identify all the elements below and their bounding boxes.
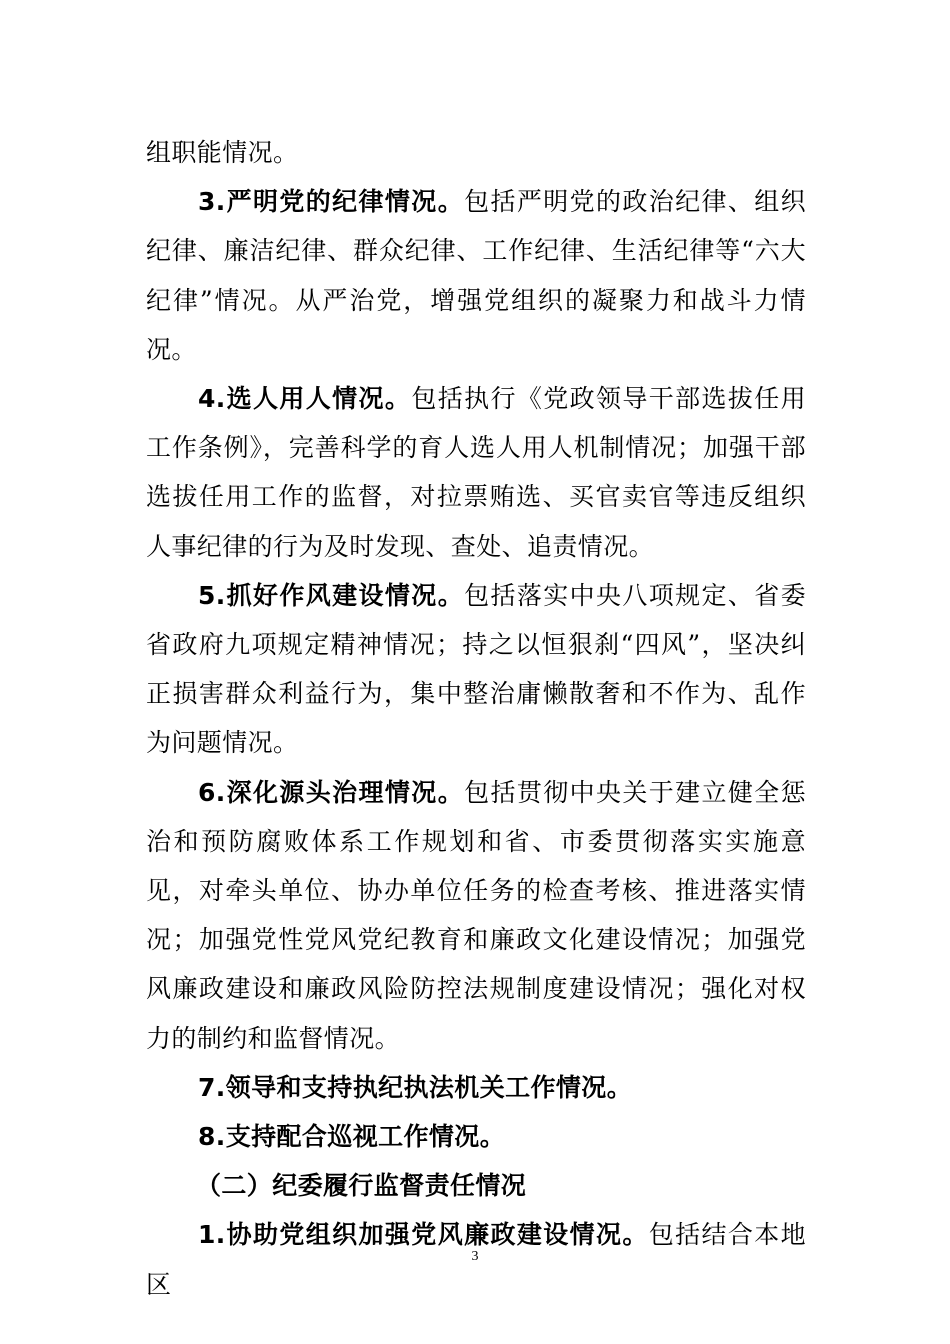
- paragraph-lead: 8.支持配合巡视工作情况。: [198, 1122, 506, 1152]
- paragraph-lead: 5.抓好作风建设情况。: [198, 580, 465, 610]
- document-body: [146, 128, 806, 1309]
- paragraph-body: 包括严明党的政治纪律、组织纪律、廉洁纪律、群众纪律、工作纪律、生活纪律等“六大纪律”情况。从严治党，增强党组织的凝聚力和战斗力情况。: [146, 187, 807, 364]
- paragraph-body: 包括落实中央八项规定、省委省政府九项规定精神情况；持之以恒狠刹“四风”，坚决纠正损害群众利益行为，集中整治庸懒散奢和不作为、乱作为问题情况。: [146, 580, 807, 758]
- paragraph-lead: 3.严明党的纪律情况。: [198, 187, 465, 217]
- paragraph-item-3: [146, 177, 806, 374]
- paragraph-lead: 4.选人用人情况。: [198, 384, 412, 414]
- paragraph-body: 包括结合本地区: [146, 1220, 807, 1299]
- paragraph-body: 包括执行《党政领导干部选拔任用工作条例》，完善科学的育人选人用人机制情况；加强干部选拔任用工作的监督，对拉票贿选、买官卖官等违反组织人事纪律的行为及时发现、查处、追责情况。: [146, 384, 806, 561]
- section-heading: （二）纪委履行监督责任情况: [196, 1171, 527, 1201]
- paragraph-body: 组职能情况。: [146, 138, 299, 167]
- page-number: 3: [471, 1249, 479, 1264]
- paragraph-lead: 1.协助党组织加强党风廉政建设情况。: [198, 1220, 649, 1250]
- paragraph-item-7: [146, 1063, 806, 1112]
- paragraph-item-4: [146, 374, 806, 571]
- paragraph-body: 包括贯彻中央关于建立健全惩治和预防腐败体系工作规划和省、市委贯彻落实实施意见，对牵头单位、协办单位任务的检查考核、推进落实情况；加强党性党风党纪教育和廉政文化建设情况；加强党风廉政建设和廉政风险防控法规制度建设情况；强化对权力的制约和监督情况。: [146, 777, 807, 1053]
- paragraph-continuation: [146, 128, 806, 177]
- paragraph-item-8: [146, 1112, 806, 1161]
- paragraph-lead: 6.深化源头治理情况。: [198, 777, 465, 807]
- paragraph-lead: 7.领导和支持执纪执法机关工作情况。: [198, 1072, 633, 1102]
- paragraph-item-6: [146, 768, 806, 1063]
- paragraph-item-5: [146, 571, 806, 768]
